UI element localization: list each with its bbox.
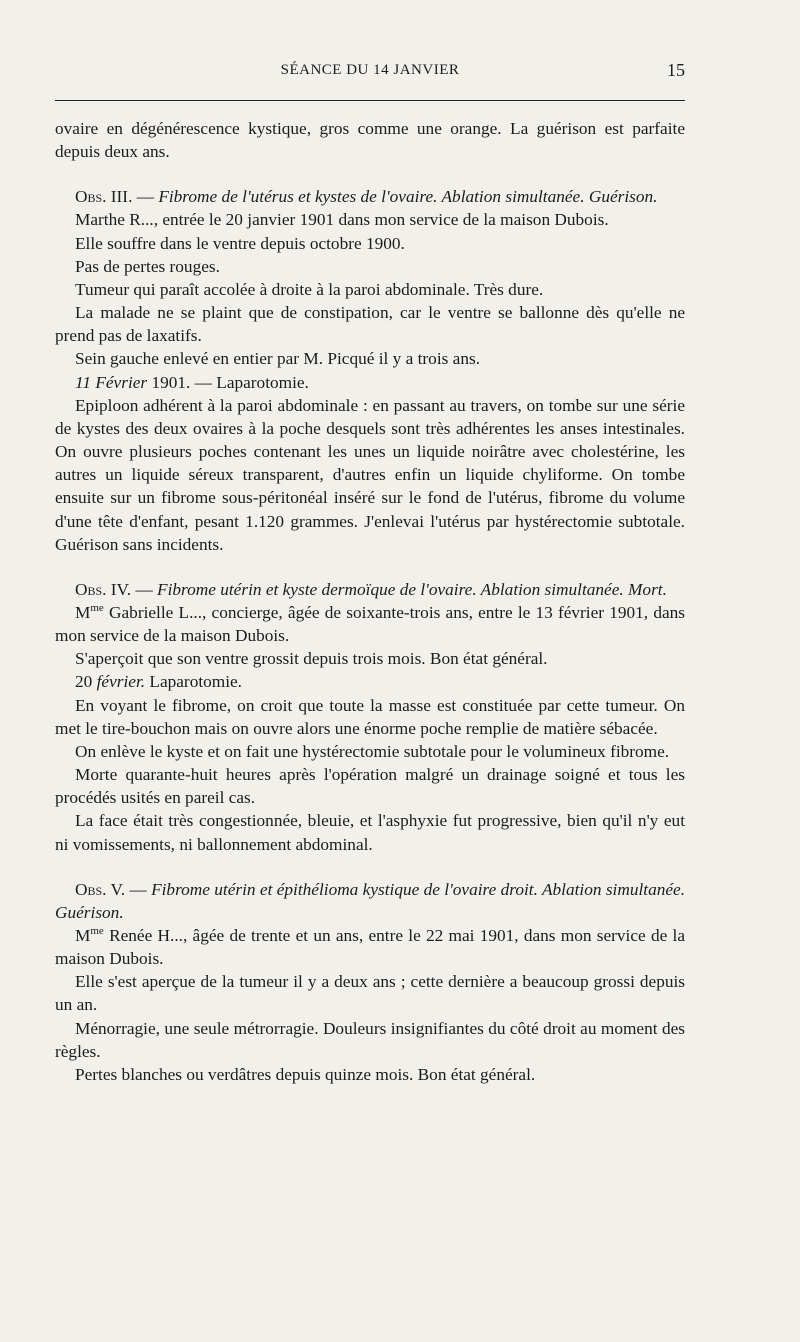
paragraph: Elle s'est aperçue de la tumeur il y a deux ans ; cette dernière a beaucoup grossi depuis un an.	[55, 972, 685, 1015]
observation-label: Obs. III.	[75, 187, 133, 207]
paragraph: Marthe R..., entrée le 20 janvier 1901 dans mon service de la maison Dubois.	[75, 210, 609, 230]
paragraph: Pas de pertes rouges.	[75, 256, 220, 276]
observation-title: Fibrome utérin et épithélioma kystique de l'ovaire droit. Ablation simultanée. Guérison.	[55, 879, 686, 922]
paragraph: $M^{me}$ Renée H..., âgée de trente et un ans, entre le 22 mai 1901, dans mon service de la maison Dubois.	[55, 925, 685, 969]
paragraph: ovaire en dégénérescence kystique, gros comme une orange. La guérison est parfaite depuis deux ans.	[55, 119, 685, 162]
page-body	[55, 117, 685, 1086]
paragraph: La face était très congestionnée, bleuie, et l'asphyxie fut progressive, bien qu'il n'y eut ni vomissements, ni ballonnement abdominal.	[55, 811, 685, 854]
observation-heading-5: Obs. V. — Fibrome utérin et épithélioma kystique de l'ovaire droit. Ablation simultanée. Guérison.	[55, 879, 686, 922]
observation-title: Fibrome de l'utérus et kystes de l'ovaire. Ablation simultanée. Guérison.	[158, 187, 658, 207]
observation-heading-4: Obs. IV. — Fibrome utérin et kyste dermoïque de l'ovaire. Ablation simultanée. Mort.	[75, 579, 667, 599]
paragraph: La malade ne se plaint que de constipation, car le ventre se ballonne dès qu'elle ne prend pas de laxatifs.	[55, 303, 685, 346]
date: 11 Février	[75, 372, 148, 392]
paragraph: On enlève le kyste et on fait une hystérectomie subtotale pour le volumineux fibrome.	[75, 741, 670, 761]
paragraph: En voyant le fibrome, on croit que toute la masse est constituée par cette tumeur. On met le tire-bouchon mais on ouvre alors une énorme poche remplie de matière sébacée.	[55, 695, 685, 738]
observation-label: Obs. V.	[75, 879, 126, 899]
paragraph: Pertes blanches ou verdâtres depuis quinze mois. Bon état général.	[75, 1064, 536, 1084]
paragraph: 20 février. Laparotomie.	[75, 672, 243, 692]
running-title: SÉANCE DU 14 JANVIER	[280, 62, 460, 78]
page-header	[55, 62, 685, 86]
paragraph: S'aperçoit que son ventre grossit depuis trois mois. Bon état général.	[75, 649, 548, 669]
paragraph: Sein gauche enlevé en entier par M. Picqué il y a trois ans.	[75, 349, 481, 369]
paragraph: Ménorragie, une seule métrorragie. Douleurs insignifiantes du côté droit au moment des règles.	[55, 1018, 685, 1061]
paragraph: Tumeur qui paraît accolée à droite à la paroi abdominale. Très dure.	[75, 279, 544, 299]
paragraph: 11 Février 1901. — Laparotomie.	[75, 372, 309, 392]
observation-heading-3: Obs. III. — Fibrome de l'utérus et kystes de l'ovaire. Ablation simultanée. Guérison.	[75, 187, 658, 207]
paragraph: $M^{me}$ Gabrielle L..., concierge, âgée de soixante-trois ans, entre le 13 février 1901, dans mon service de la maison Dubois.	[55, 602, 685, 646]
paragraph: Elle souffre dans le ventre depuis octobre 1900.	[75, 233, 405, 253]
date: février.	[96, 672, 146, 692]
paragraph: Morte quarante-huit heures après l'opération malgré un drainage soigné et tous les procédés usités en pareil cas.	[55, 765, 685, 808]
observation-label: Obs. IV.	[75, 579, 132, 599]
paragraph: Epiploon adhérent à la paroi abdominale : en passant au travers, on tombe sur une série de kystes des deux ovaires à la poche desquels sont très adhérentes les anses intestinales. On ouvre plusieurs poches contenant les unes un liquide noirâtre avec cholestérine, les autres un liquide séreux transparent, d'autres enfin un liquide chyliforme. On tombe ensuite sur un fibrome sous-péritonéal inséré sur le fond de l'utérus, fibrome du volume d'une tête d'enfant, pesant 1.120 grammes. J'enlevai l'utérus par hystérectomie subtotale. Guérison sans incidents.	[55, 395, 685, 554]
page-number: 15	[667, 60, 685, 80]
header-rule	[55, 100, 685, 101]
observation-title: Fibrome utérin et kyste dermoïque de l'ovaire. Ablation simultanée. Mort.	[157, 579, 667, 599]
